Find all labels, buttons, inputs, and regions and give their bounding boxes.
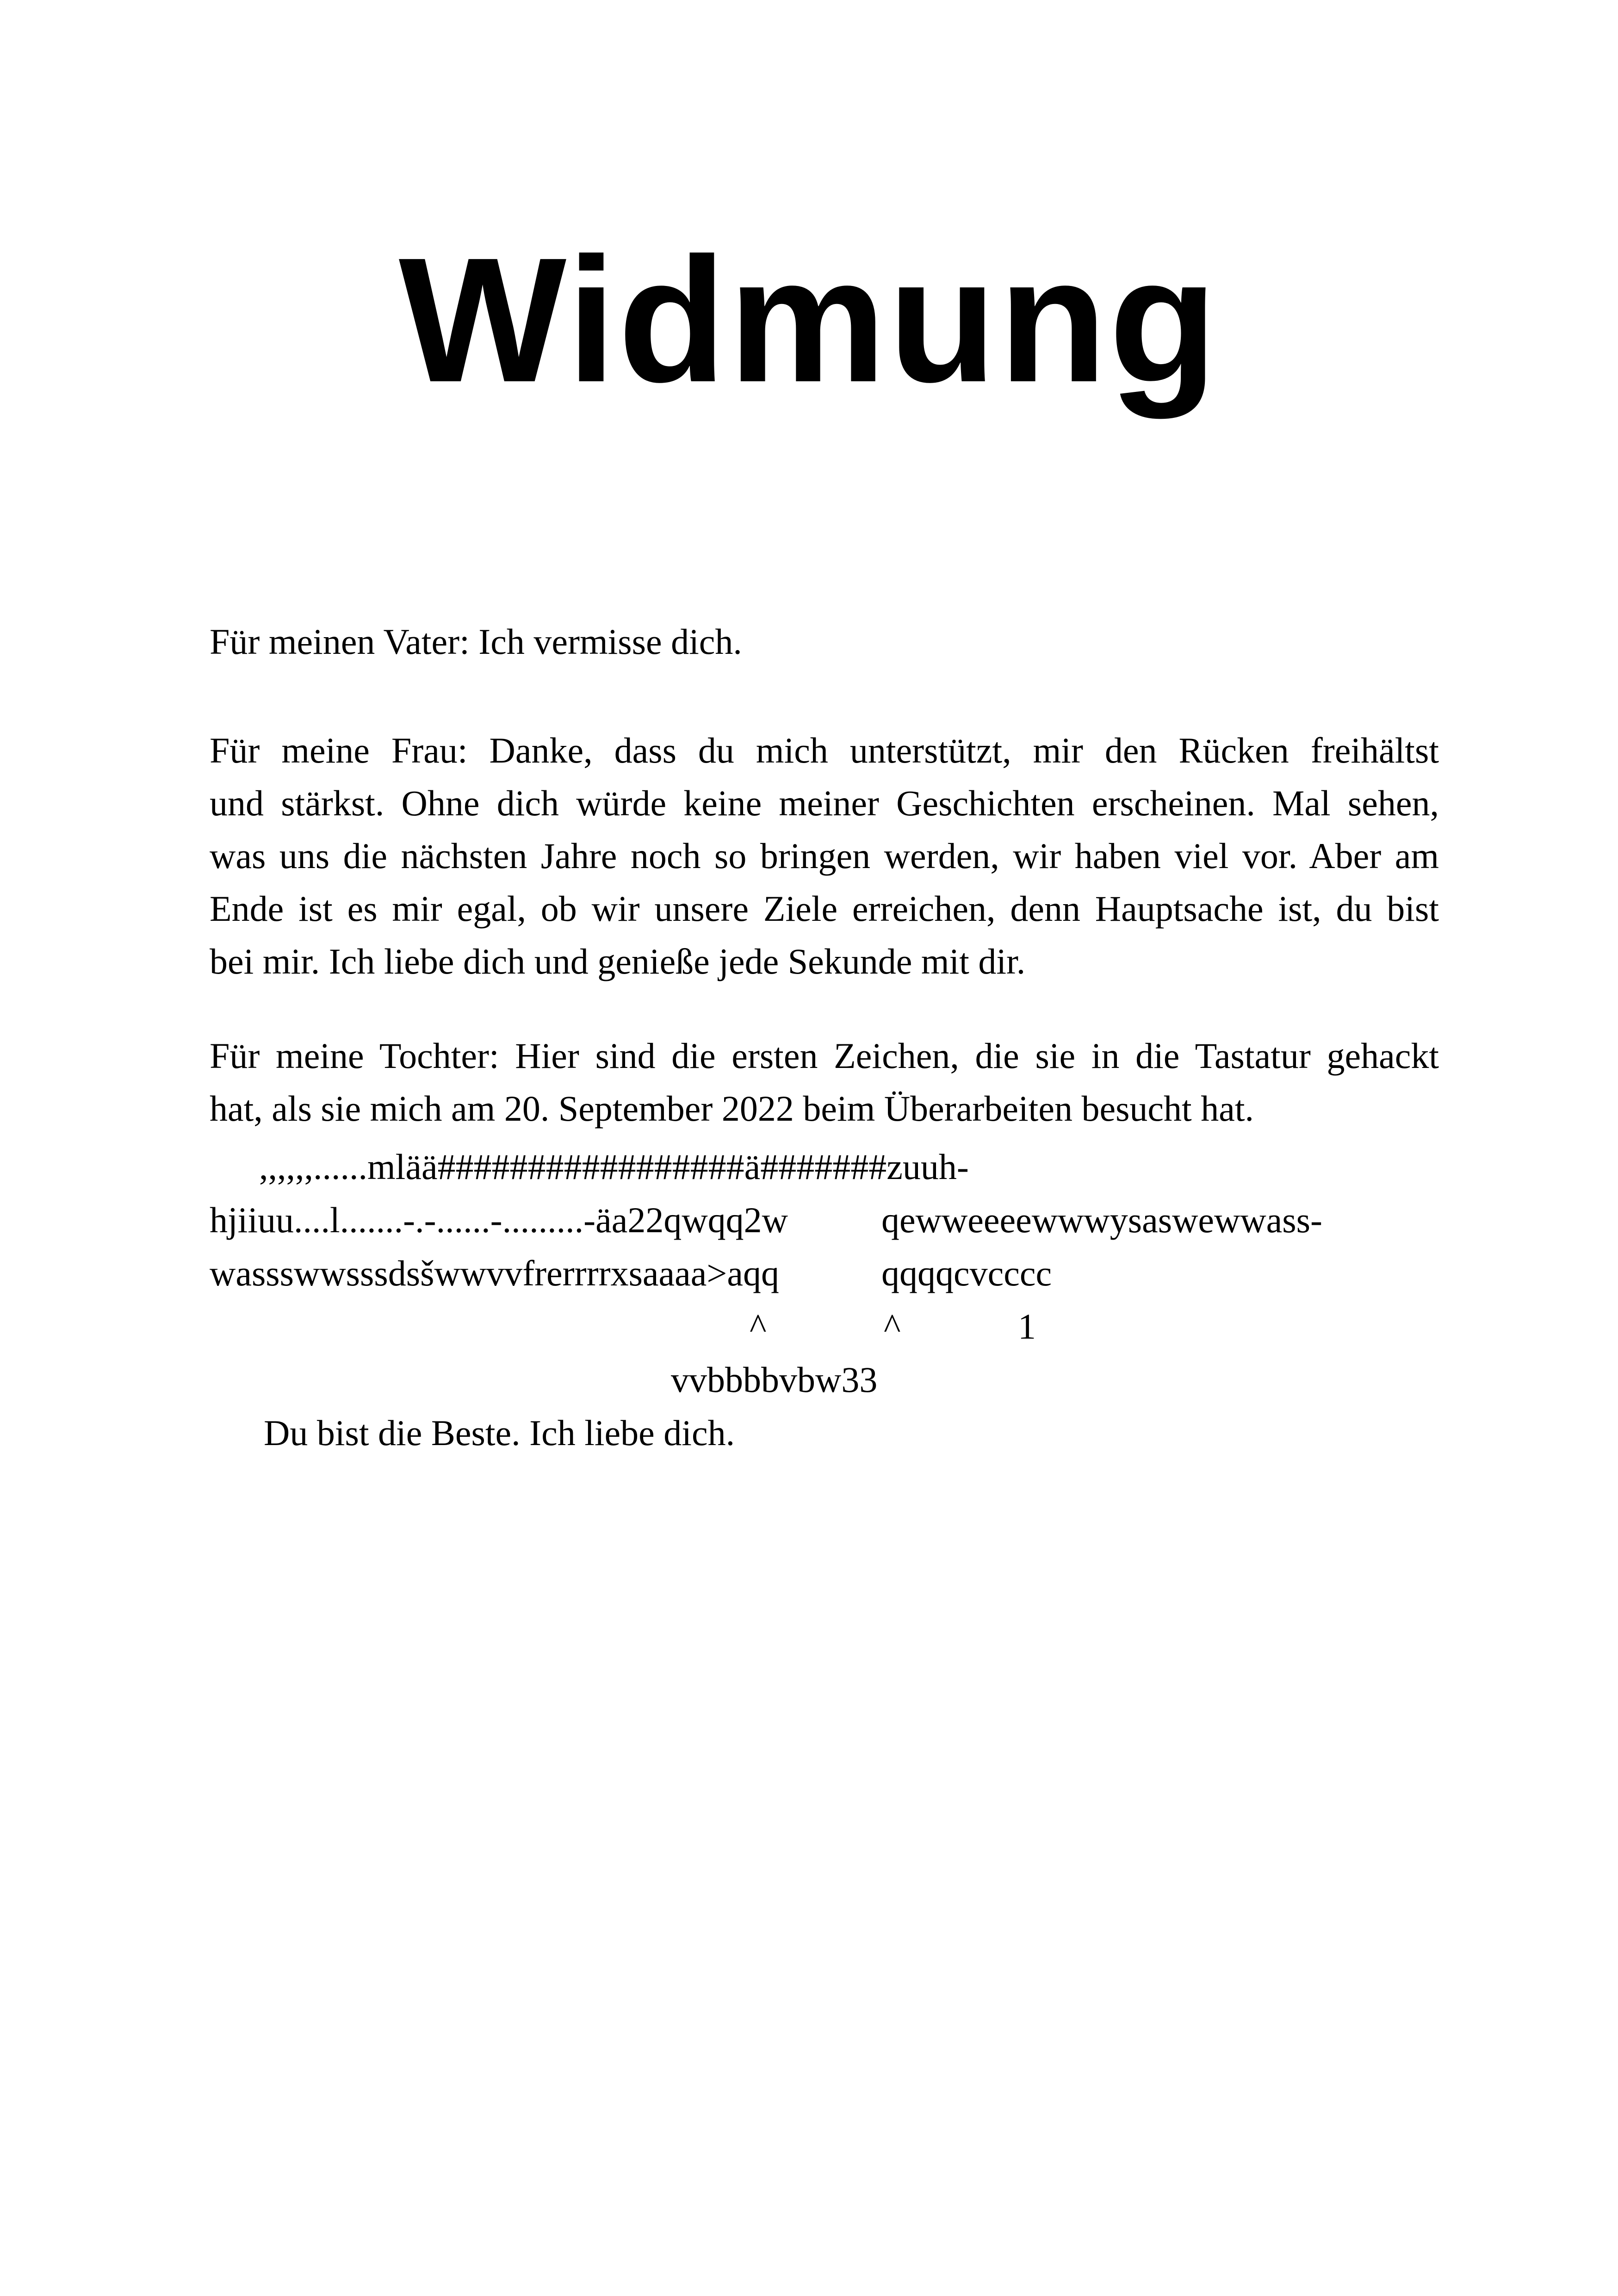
typed-line-5: vvbbbbvbw33 [671,1359,878,1400]
typed-caret-2: ^ [884,1306,901,1347]
paragraph-line: was uns die nächsten Jahre noch so bringen werden, wir haben viel vor. Aber am [210,836,1439,876]
closing-line: Du bist die Beste. Ich liebe dich. [264,1413,735,1453]
typed-line-2b: qewweeeewwwysaswewwass- [881,1200,1322,1240]
typed-line-3b: qqqqcvcccc [881,1253,1052,1293]
typed-line-1: ,,,,,,......mlää#################ä#######zuuh- [259,1147,969,1187]
paragraph-line: bei mir. Ich liebe dich und genieße jede Sekunde mit dir. [210,941,1026,981]
page-title: Widmung [398,221,1220,419]
typed-caret-1: ^ [750,1306,767,1347]
paragraph-line: Für meine Tochter: Hier sind die ersten Zeichen, die sie in die Tastatur gehackt [210,1036,1439,1076]
paragraph-line: und stärkst. Ohne dich würde keine meiner Geschichten erscheinen. Mal sehen, [210,783,1439,823]
typed-line-3a: wassswwsssdsšwwvvfrerrrrxsaaaa>aqq [210,1253,780,1293]
typed-digit-one: 1 [1018,1306,1036,1347]
paragraph-line: Für meine Frau: Danke, dass du mich unterstützt, mir den Rücken freihältst [210,730,1439,770]
dedication-father: Für meinen Vater: Ich vermisse dich. [210,621,742,662]
typed-line-2a: hjiiuu....l.......-.-......-.........-äa22qwqq2w [210,1200,788,1240]
dedication-wife [210,724,1439,988]
paragraph-line: hat, als sie mich am 20. September 2022 beim Überarbeiten besucht hat. [210,1088,1254,1129]
paragraph-line: Ende ist es mir egal, ob wir unsere Ziele erreichen, denn Hauptsache ist, du bist [210,888,1439,929]
dedication-daughter [210,1030,1439,1135]
